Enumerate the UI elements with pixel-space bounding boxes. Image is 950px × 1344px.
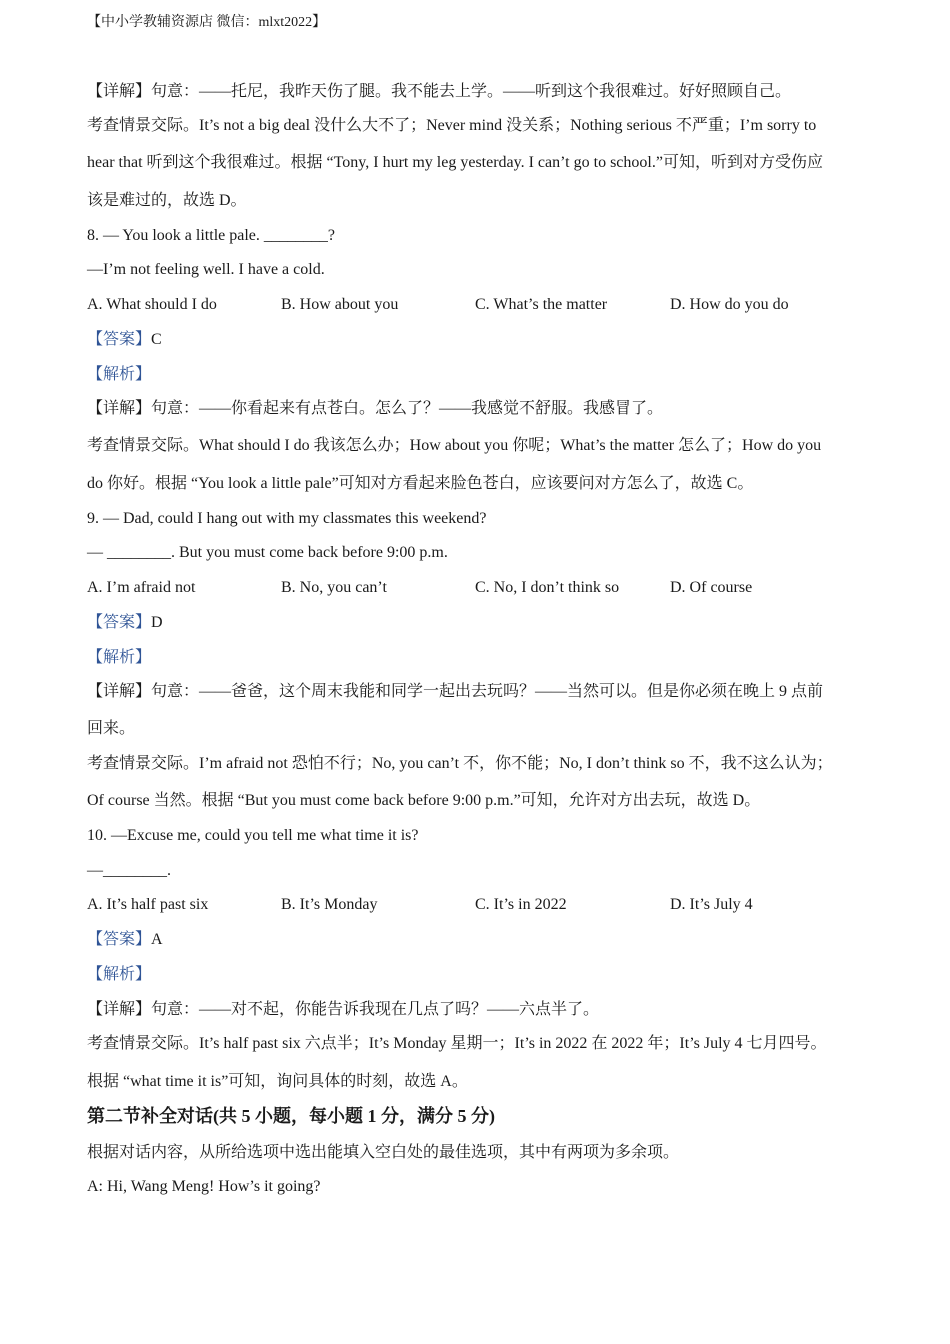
q10-reply: —________.: [87, 862, 171, 879]
q10-answer-row: [87, 930, 163, 950]
q10-analysis-tag: 【解析】: [87, 966, 152, 983]
q9-analysis-line-1: 考查情景交际。I’m afraid not 恐怕不行；No, you can’t 不，你不能；No, I don’t think so 不，我不这么认为；: [87, 755, 833, 772]
q10-stem: 10. —Excuse me, could you tell me what time it is?: [87, 827, 419, 844]
q9-detail-line-2: 回来。: [87, 720, 136, 737]
dialogue-line-1: A: Hi, Wang Meng! How’s it going?: [87, 1178, 321, 1195]
q10-analysis-line-1: 考查情景交际。It’s half past six 六点半；It’s Monday 星期一；It’s in 2022 在 2022 年；It’s July 4 七月四号。: [87, 1035, 827, 1052]
answer-tag: 【答案】: [87, 614, 152, 631]
q9-stem: 9. — Dad, could I hang out with my classmates this weekend?: [87, 510, 487, 527]
q8-analysis-tag: 【解析】: [87, 366, 152, 383]
header-banner: 【中小学教辅资源店 微信：mlxt2022】: [87, 15, 327, 30]
q10-option-c: C. It’s in 2022: [475, 896, 567, 913]
q8-reply: —I’m not feeling well. I have a cold.: [87, 261, 325, 278]
q9-option-c: C. No, I don’t think so: [475, 579, 620, 596]
q8-answer-row: [87, 330, 162, 350]
q7-detail: 【详解】句意：——托尼，我昨天伤了腿。我不能去上学。——听到这个我很难过。好好照顾自己。: [87, 83, 792, 100]
q8-option-b: B. How about you: [281, 296, 399, 313]
q10-option-a: A. It’s half past six: [87, 896, 209, 913]
q8-stem: 8. — You look a little pale. ________?: [87, 227, 335, 244]
q10-analysis-line-2: 根据 “what time it is”可知，询问具体的时刻，故选 A。: [87, 1073, 468, 1090]
q7-analysis-line-2: hear that 听到这个我很难过。根据 “Tony, I hurt my leg yesterday. I can’t go to school.”可知，听到对方受伤应: [87, 154, 823, 171]
q8-detail: 【详解】句意：——你看起来有点苍白。怎么了？——我感觉不舒服。我感冒了。: [87, 400, 664, 417]
q8-analysis-line-1: 考查情景交际。What should I do 我该怎么办；How about you 你呢；What’s the matter 怎么了；How do you: [87, 437, 822, 454]
answer-tag: 【答案】: [87, 931, 152, 948]
q10-option-b: B. It’s Monday: [281, 896, 378, 913]
q7-analysis-line-3: 该是难过的，故选 D。: [87, 192, 247, 209]
q9-answer: D: [151, 614, 163, 631]
q9-analysis-tag: 【解析】: [87, 649, 152, 666]
q9-option-b: B. No, you can’t: [281, 579, 387, 596]
q10-answer: A: [151, 931, 163, 948]
q8-analysis-line-2: do 你好。根据 “You look a little pale”可知对方看起来脸色苍白，应该要问对方怎么了，故选 C。: [87, 475, 754, 492]
q8-option-c: C. What’s the matter: [475, 296, 608, 313]
q9-detail-line-1: 【详解】句意：——爸爸，这个周末我能和同学一起出去玩吗？——当然可以。但是你必须在晚上 9 点前: [87, 683, 824, 700]
section-2-instruction: 根据对话内容，从所给选项中选出能填入空白处的最佳选项，其中有两项为多余项。: [87, 1144, 680, 1161]
q9-analysis-line-2: Of course 当然。根据 “But you must come back before 9:00 p.m.”可知，允许对方出去玩，故选 D。: [87, 792, 761, 809]
q8-option-d: D. How do you do: [670, 296, 789, 313]
q8-option-a: A. What should I do: [87, 296, 217, 313]
q10-detail: 【详解】句意：——对不起，你能告诉我现在几点了吗？——六点半了。: [87, 1001, 600, 1018]
section-2-title: 第二节补全对话(共 5 小题，每小题 1 分，满分 5 分): [87, 1106, 495, 1126]
q7-analysis-line-1: 考查情景交际。It’s not a big deal 没什么大不了；Never mind 没关系；Nothing serious 不严重；I’m sorry to: [87, 117, 817, 134]
q8-answer: C: [151, 331, 162, 348]
q10-option-d: D. It’s July 4: [670, 896, 753, 913]
answer-tag: 【答案】: [87, 331, 152, 348]
q9-reply: — ________. But you must come back before 9:00 p.m.: [87, 544, 448, 561]
q9-answer-row: [87, 613, 163, 633]
q9-option-a: A. I’m afraid not: [87, 579, 196, 596]
q9-option-d: D. Of course: [670, 579, 753, 596]
